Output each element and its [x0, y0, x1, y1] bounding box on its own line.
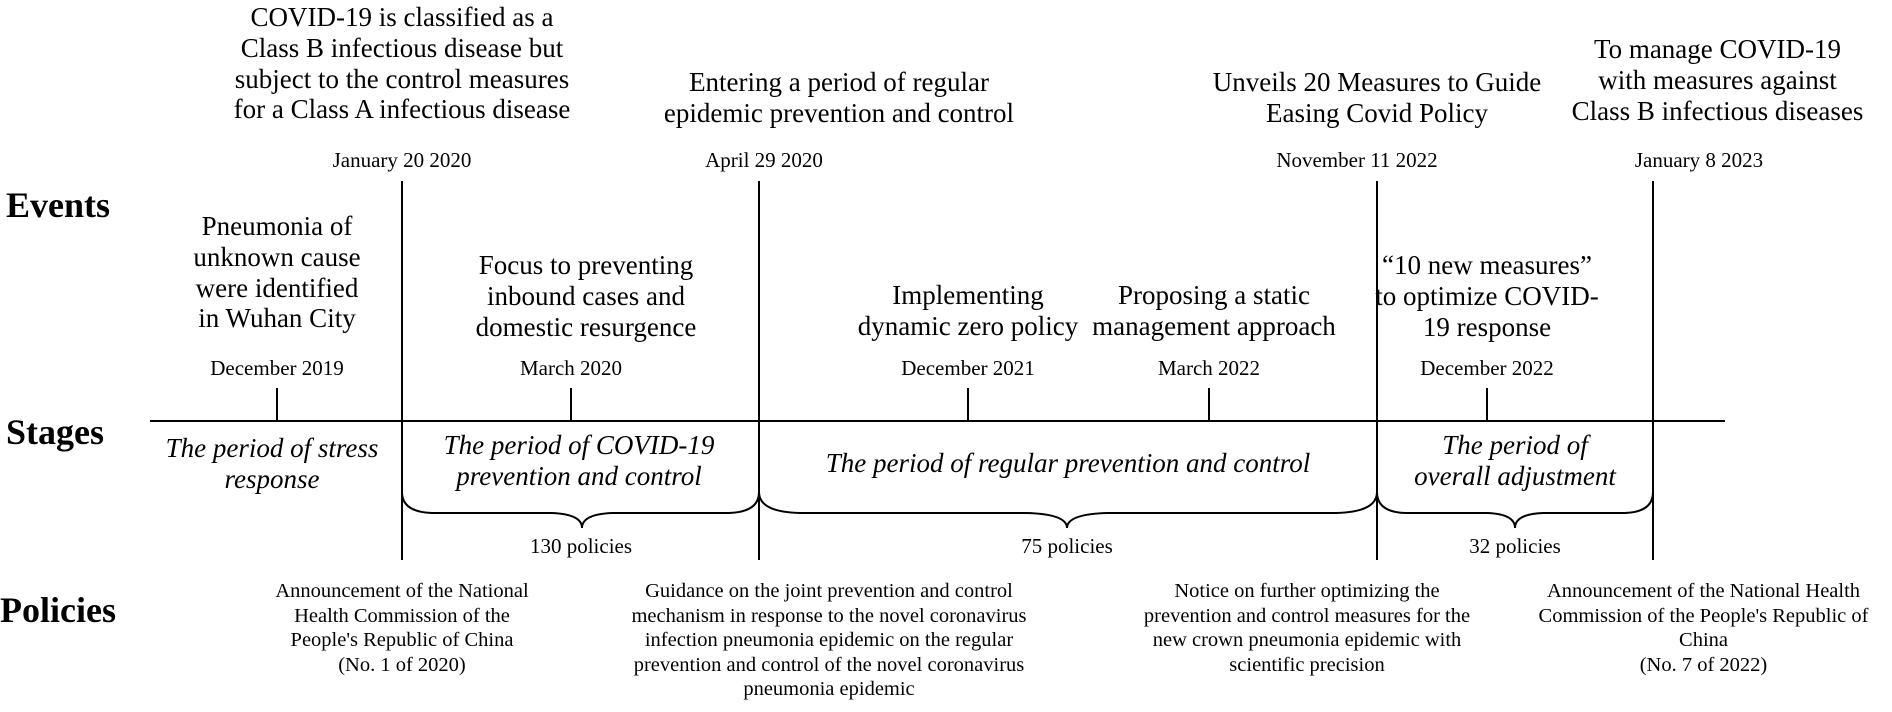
event-top-text: COVID-19 is classified as a Class B infectious disease but subject to the control measures for a Class A infectious disease	[233, 2, 571, 125]
policy-count: 32 policies	[1469, 534, 1561, 558]
event-top-date: January 20 2020	[332, 148, 472, 172]
policy-count: 75 policies	[1021, 534, 1113, 558]
stage-label: The period of regular prevention and control	[825, 448, 1311, 478]
policy-text: Notice on further optimizing the prevention and control measures for the new crown pneumonia epidemic with scientific precision	[1143, 580, 1471, 676]
event-top-text: Entering a period of regular epidemic prevention and control	[663, 67, 1015, 128]
brace-stage-2	[402, 492, 759, 528]
row-label-policies: Policies	[0, 590, 116, 630]
event-mid-text: “10 new measures” to optimize COVID- 19 response	[1375, 250, 1599, 342]
event-top-date: April 29 2020	[705, 148, 823, 172]
event-mid-date: December 2019	[210, 356, 344, 380]
event-mid-date: December 2021	[901, 356, 1035, 380]
policy-count: 130 policies	[529, 534, 633, 558]
brace-stage-3	[759, 492, 1377, 528]
event-mid-text: Proposing a static management approach	[1092, 280, 1336, 341]
row-label-events: Events	[6, 185, 111, 225]
event-mid-text: Pneumonia of unknown cause were identified in Wuhan City	[193, 211, 361, 334]
event-mid-date: March 2022	[1157, 356, 1261, 380]
event-mid-text: Focus to preventing inbound cases and domestic resurgence	[475, 250, 697, 342]
policy-text: Announcement of the National Health Commission of the People's Republic of China (No. 7 of 2022)	[1538, 580, 1869, 676]
brace-stage-4	[1377, 492, 1653, 528]
policy-text: Announcement of the National Health Commission of the People's Republic of China (No. 1 of 2020)	[275, 580, 529, 676]
stage-label: The period of overall adjustment	[1414, 430, 1616, 491]
event-mid-text: Implementing dynamic zero policy	[857, 280, 1079, 341]
event-top-text: Unveils 20 Measures to Guide Easing Covid Policy	[1212, 67, 1542, 128]
stage-label: The period of stress response	[165, 433, 379, 494]
event-top-date: January 8 2023	[1634, 148, 1764, 172]
event-top-date: November 11 2022	[1276, 148, 1438, 172]
event-top-text: To manage COVID-19 with measures against Class B infectious diseases	[1571, 34, 1864, 126]
policy-text: Guidance on the joint prevention and control mechanism in response to the novel coronavirus infection pneumonia epidemic on the regular prevention and control of the novel coronavirus pneumonia epidemic	[631, 580, 1027, 701]
row-label-stages: Stages	[6, 412, 104, 452]
event-mid-date: December 2022	[1420, 356, 1554, 380]
event-mid-date: March 2020	[519, 356, 623, 380]
stage-label: The period of COVID-19 prevention and control	[443, 430, 715, 491]
